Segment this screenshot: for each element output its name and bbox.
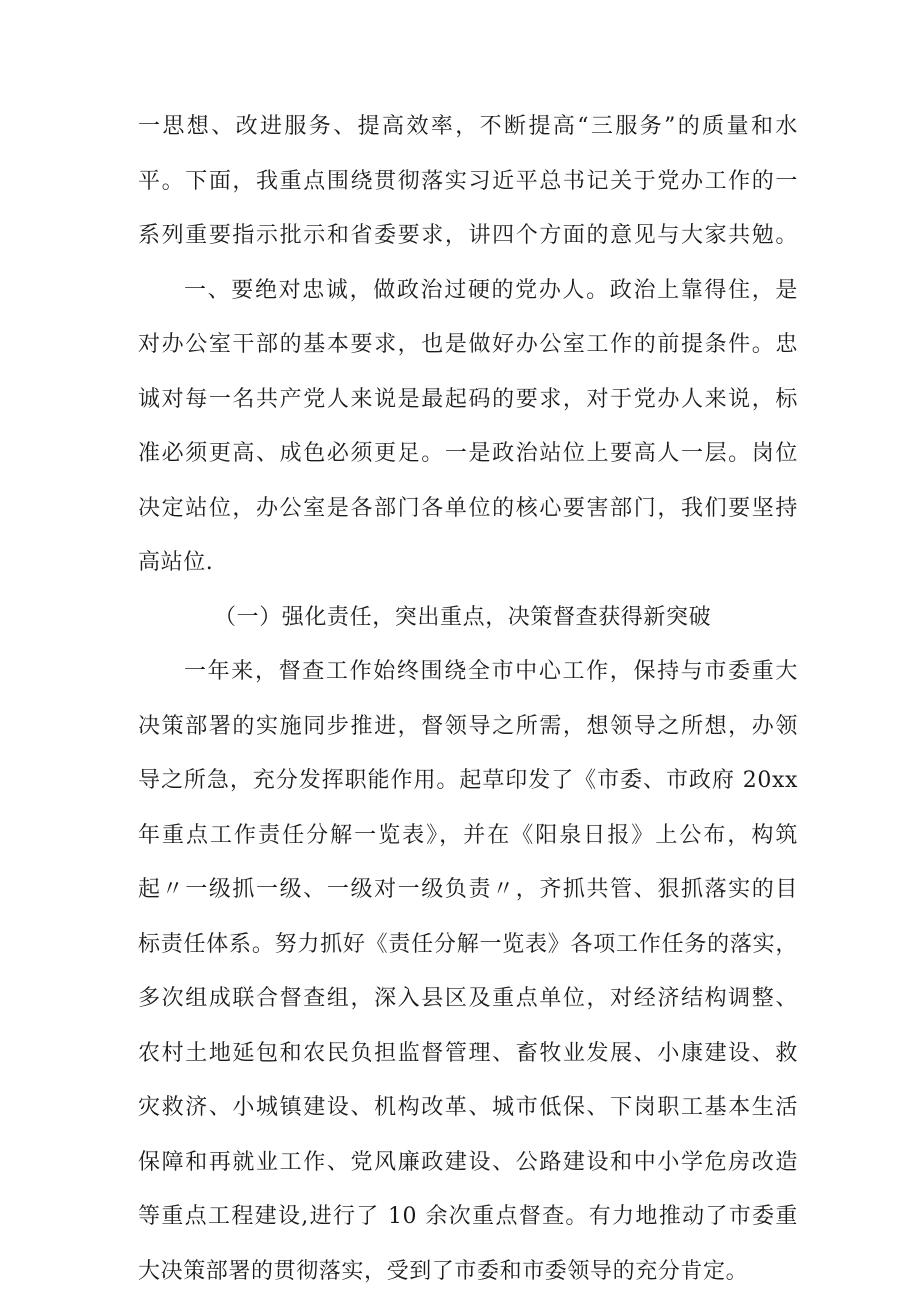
- paragraph-line: 系列重要指示批示和省委要求，讲四个方面的意见与大家共勉。: [138, 212, 798, 267]
- paragraph-line: 对办公室干部的基本要求，也是做好办公室工作的前提条件。忠: [138, 321, 798, 376]
- paragraph-line: 决策部署的实施同步推进，督领导之所需，想领导之所想，办领: [138, 703, 798, 758]
- document-body: [138, 103, 798, 1302]
- paragraph-line: 等重点工程建设,进行了 10 余次重点督查。有力地推动了市委重: [138, 1193, 798, 1248]
- paragraph-line: 一、要绝对忠诚，做政治过硬的党办人。政治上靠得住，是: [138, 267, 798, 322]
- paragraph-line: 起〃一级抓一级、一级对一级负责〃，齐抓共管、狠抓落实的目: [138, 866, 798, 921]
- section-heading: （一）强化责任，突出重点，决策督查获得新突破: [138, 594, 798, 649]
- paragraph-line: 诚对每一名共产党人来说是最起码的要求，对于党办人来说，标: [138, 376, 798, 431]
- paragraph-line: 农村土地延包和农民负担监督管理、畜牧业发展、小康建设、救: [138, 1030, 798, 1085]
- paragraph-line: 标责任体系。努力抓好《责任分解一览表》各项工作任务的落实，: [138, 921, 798, 976]
- paragraph-line: 多次组成联合督查组，深入县区及重点单位，对经济结构调整、: [138, 975, 798, 1030]
- paragraph-line: 保障和再就业工作、党风廉政建设、公路建设和中小学危房改造: [138, 1139, 798, 1194]
- paragraph-line: 平。下面，我重点围绕贯彻落实习近平总书记关于党办工作的一: [138, 158, 798, 213]
- paragraph-line: 准必须更高、成色必须更足。一是政治站位上要高人一层。岗位: [138, 430, 798, 485]
- paragraph-line: 灾救济、小城镇建设、机构改革、城市低保、下岗职工基本生活: [138, 1084, 798, 1139]
- paragraph-line: 年重点工作责任分解一览表》，并在《阳泉日报》上公布，构筑: [138, 812, 798, 867]
- paragraph-line: 一思想、改进服务、提高效率，不断提高“三服务”的质量和水: [138, 103, 798, 158]
- paragraph-line: 大决策部署的贯彻落实，受到了市委和市委领导的充分肯定。: [138, 1248, 798, 1302]
- paragraph-line: 决定站位，办公室是各部门各单位的核心要害部门，我们要坚持: [138, 485, 798, 540]
- paragraph-line: 一年来，督查工作始终围绕全市中心工作，保持与市委重大: [138, 648, 798, 703]
- paragraph-line: 导之所急，充分发挥职能作用。起草印发了《市委、市政府 20xx: [138, 757, 798, 812]
- paragraph-line: 高站位.: [138, 539, 798, 594]
